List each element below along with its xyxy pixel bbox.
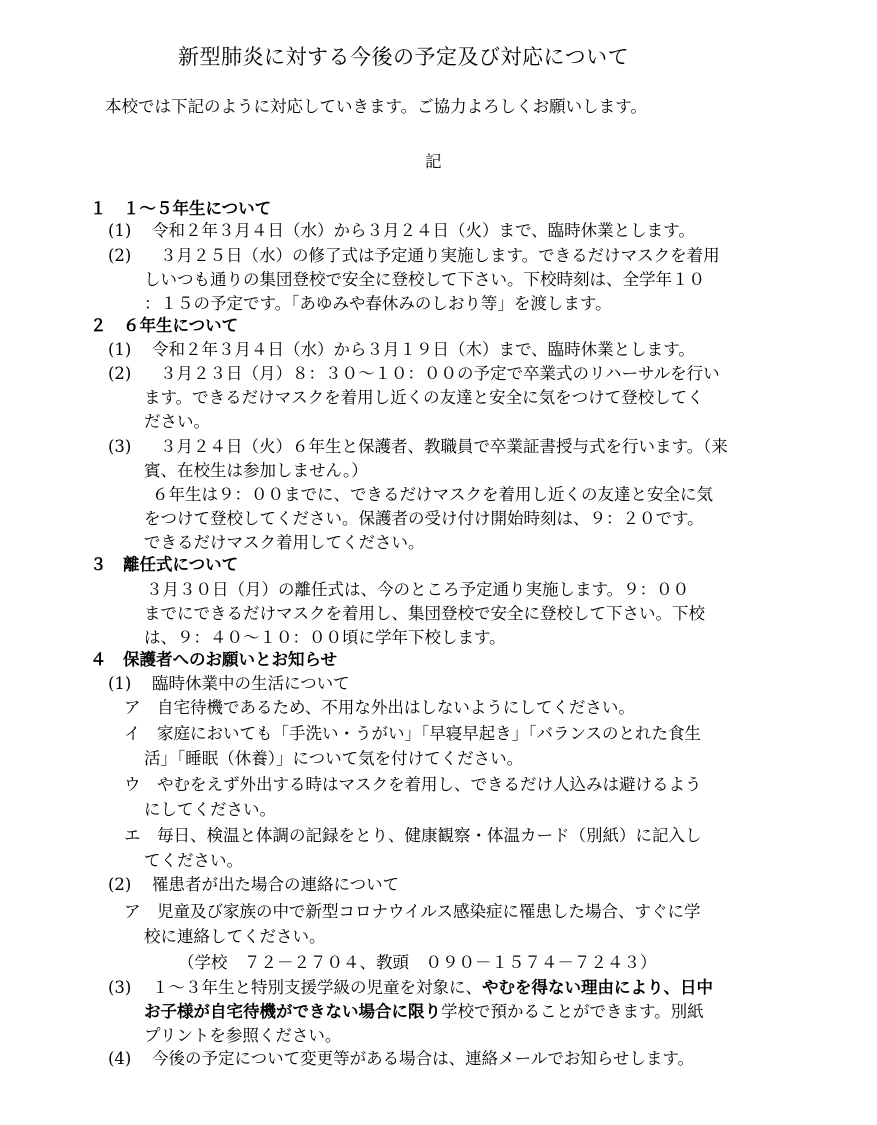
s4-part3-number: (3) (108, 978, 132, 997)
s2-item3-line1: ３月２４日（火）６年生と保護者、教職員で卒業証書授与式を行います。（来 (160, 437, 728, 456)
s4-part3-line2 (144, 1002, 704, 1022)
s4-part2-title: 罹患者が出た場合の連絡について (152, 875, 400, 894)
s1-item1-number: (1) (108, 221, 132, 240)
contact-numbers: （学校 ７２－２７０４、教頭 ０９０－１５７４－７２４３） (178, 953, 657, 972)
intro-text: 本校では下記のように対応していきます。ご協力よろしくお願いします。 (105, 97, 647, 116)
s4-part4-text: 今後の予定について変更等がある場合は、連絡メールでお知らせします。 (152, 1049, 695, 1068)
s4-item-u-line2: にしてください。 (144, 800, 276, 819)
s3-line1: ３月３０日（月）の離任式は、今のところ予定通り実施します。９：００ (146, 580, 690, 599)
s2-item2-line2: ます。できるだけマスクを着用し近くの友達と安全に気をつけて登校してく (144, 388, 704, 407)
s4-part3-line2-bold: お子様が自宅待機ができない場合に限り (144, 1002, 441, 1021)
s1-item1-text: 令和２年３月４日（水）から３月２４日（火）まで、臨時休業とします。 (152, 221, 695, 240)
s1-item2-line2: しいつも通りの集団登校で安全に登校して下さい。下校時刻は、全学年１０ (144, 270, 705, 289)
s4-part3-line1-plain: １～３年生と特別支援学級の児童を対象に、 (152, 978, 482, 997)
s4-part3-line1 (152, 978, 713, 998)
s4-part1-title: 臨時休業中の生活について (152, 674, 350, 693)
s4-item-e-line1: エ 毎日、検温と体調の記録をとり、健康観察・体温カード（別紙）に記入し (124, 826, 702, 845)
s4-part4-number: (4) (108, 1049, 132, 1068)
s2-item1-text: 令和２年３月４日（水）から３月１９日（木）まで、臨時休業とします。 (152, 340, 695, 359)
s4-part2-a-line2: 校に連絡してください。 (144, 927, 326, 946)
s2-item3-line2: 賓、在校生は参加しません。） (144, 461, 368, 480)
s4-part3-line2-plain: 学校で預かることができます。別紙 (441, 1002, 704, 1021)
s2-item2-number: (2) (108, 364, 132, 383)
s4-part2-number: (2) (108, 875, 132, 894)
s4-item-e-line2: てください。 (144, 851, 243, 870)
s2-item3-line4: をつけて登校してください。保護者の受け付け開始時刻は、９：２０です。 (144, 509, 704, 528)
document-title: 新型肺炎に対する今後の予定及び対応について (178, 45, 630, 69)
s2-item2-line3: ださい。 (144, 412, 210, 431)
s2-item2-line1: ３月２３日（月）８：３０～１０：００の予定で卒業式のリハーサルを行い (160, 364, 720, 383)
s4-item-i-line1: イ 家庭においても「手洗い・うがい」「早寝早起き」「バランスのとれた食生 (124, 724, 702, 743)
s4-part3-line3: プリントを参照ください。 (144, 1026, 342, 1045)
s3-line3: は、９：４０～１０：００頃に学年下校します。 (144, 628, 506, 647)
s4-part3-line1-bold: やむを得ない理由により、日中 (482, 978, 713, 997)
section-4-heading: ４ 保護者へのお願いとお知らせ (90, 650, 338, 669)
section-3-heading: ３ 離任式について (90, 555, 239, 574)
s4-item-a: ア 自宅待機であるため、不用な外出はしないようにしてください。 (124, 698, 635, 717)
s4-item-i-line2: 活」「睡眠（休養）」について気を付けてください。 (144, 749, 524, 768)
s4-part1-number: (1) (108, 674, 132, 693)
ki-marker: 記 (425, 152, 442, 171)
section-1-heading: １ １～５年生について (90, 199, 272, 218)
s1-item2-line3: ：１５の予定です。「あゆみや春休みのしおり等」を渡します。 (144, 294, 612, 313)
s2-item3-number: (3) (108, 437, 132, 456)
s3-line2: までにできるだけマスクを着用し、集団登校で安全に登校して下さい。下校 (144, 604, 705, 623)
s4-item-u-line1: ウ やむをえず外出する時はマスクを着用し、できるだけ人込みは避けるよう (124, 775, 702, 794)
s2-item3-line3: ６年生は９：００までに、できるだけマスクを着用し近くの友達と安全に気 (152, 485, 713, 504)
s2-item1-number: (1) (108, 340, 132, 359)
s4-part2-a-line1: ア 児童及び家族の中で新型コロナウイルス感染症に罹患した場合、すぐに学 (124, 902, 701, 921)
s2-item3-line5: できるだけマスク着用してください。 (144, 533, 425, 552)
section-2-heading: ２ ６年生について (90, 316, 239, 335)
s1-item2-line1: ３月２５日（水）の修了式は予定通り実施します。できるだけマスクを着用 (160, 246, 720, 265)
s1-item2-number: (2) (108, 246, 132, 265)
